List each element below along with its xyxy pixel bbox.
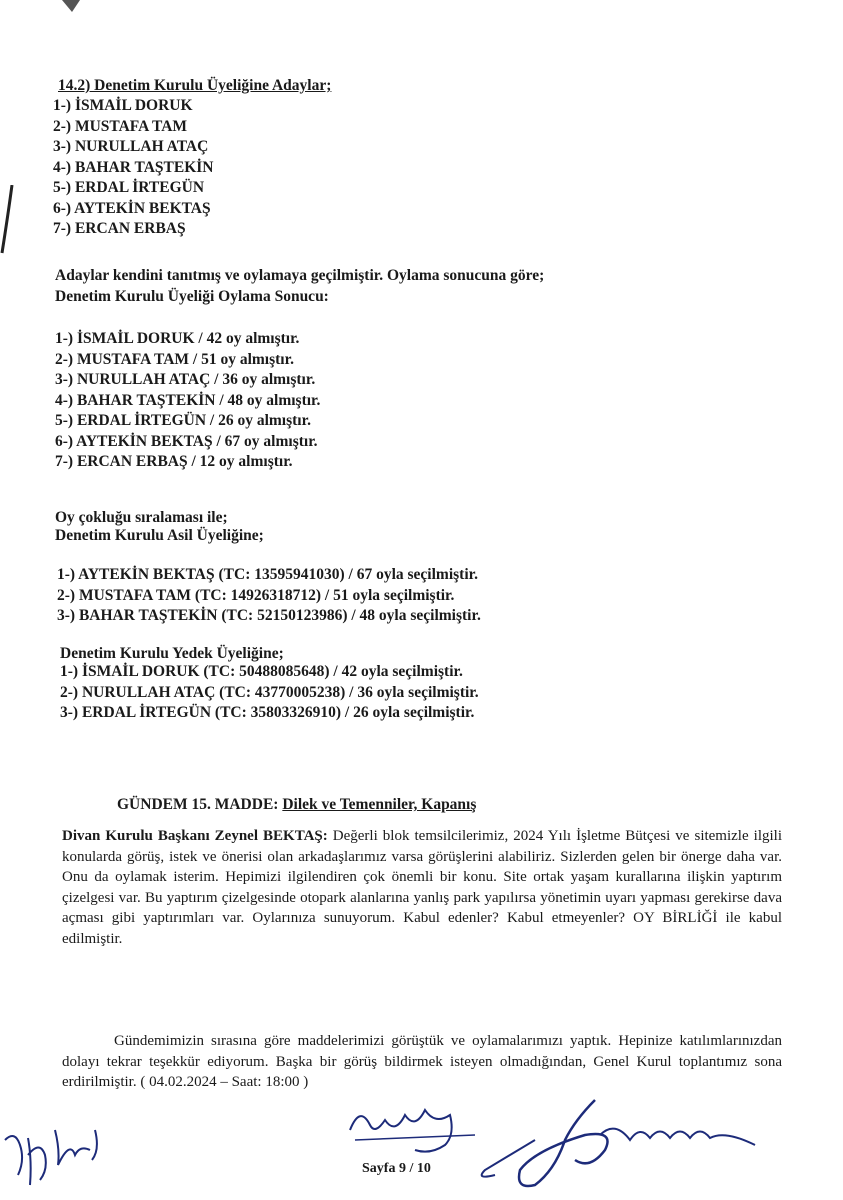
page-number: Sayfa 9 / 10	[362, 1161, 431, 1176]
substitute-members-list	[60, 662, 479, 724]
list-item: 5-) ERDAL İRTEGÜN / 26 oy almıştır.	[55, 412, 311, 429]
substitute-title: Denetim Kurulu Yedek Üyeliğine;	[60, 645, 284, 662]
list-item: 3-) ERDAL İRTEGÜN (TC: 35803326910) / 26 oyla seçilmiştir.	[60, 704, 475, 721]
signature-left	[0, 1100, 120, 1190]
agenda-15-body: Değerli blok temsilcilerimiz, 2024 Yılı İşletme Bütçesi ve sitemizle ilgili konularda görüş, istek ve önerisi olan arkadaşlarımız varsa görüşlerini alabiliriz. Sizlerden gelen bir önerge daha var. Onu da oylamak isterim. Hepimizi ilgilendiren çok önemli bir konu. Site ortak yaşam kurallarına ilişkin yaptırım çizelgesi var. Bu yaptırım çizelgesinde otopark alanlarına yanlış park yapılırsa yönetimin uyarı yapması gerekirse dava açması gibi yaptırımları var. Oylarınıza sunuyorum. Kabul edenler? Kabul etmeyenler? OY BİRLİĞİ ile kabul edilmiştir.	[62, 828, 782, 947]
ranking-line1: Oy çokluğu sıralaması ile;	[55, 509, 228, 526]
list-item: 1-) İSMAİL DORUK	[53, 97, 193, 114]
agenda-15-paragraph	[62, 826, 782, 949]
closing-paragraph: Gündemimizin sırasına göre maddelerimizi görüştük ve oylamalarımızı yaptık. Hepinize katılımlarınızdan dolayı tekrar teşekkür ediyorum. Başka bir görüş bildirmek isteyen olmadığından, Genel Kurul toplantımız sona erdirilmiştir. ( 04.02.2024 – Saat: 18:00 )	[62, 1033, 782, 1090]
list-item: 1-) AYTEKİN BEKTAŞ (TC: 13595941030) / 67 oyla seçilmiştir.	[57, 566, 478, 583]
scan-corner-mark	[60, 0, 82, 14]
list-item: 3-) NURULLAH ATAÇ / 36 oy almıştır.	[55, 371, 316, 388]
list-item: 2-) MUSTAFA TAM / 51 oy almıştır.	[55, 350, 294, 368]
signature-right	[345, 1080, 785, 1200]
ranking-line2: Denetim Kurulu Asil Üyeliğine;	[55, 527, 264, 544]
list-item: 3-) NURULLAH ATAÇ	[53, 138, 209, 155]
list-item: 4-) BAHAR TAŞTEKİN	[53, 158, 214, 176]
list-item: 4-) BAHAR TAŞTEKİN / 48 oy almıştır.	[55, 391, 321, 409]
list-item: 3-) BAHAR TAŞTEKİN (TC: 52150123986) / 48 oyla seçilmiştir.	[57, 607, 481, 624]
list-item: 1-) İSMAİL DORUK / 42 oy almıştır.	[55, 330, 300, 347]
scan-side-mark	[0, 185, 14, 255]
list-item: 2-) NURULLAH ATAÇ (TC: 43770005238) / 36 oyla seçilmiştir.	[60, 683, 479, 701]
section-14-2-title: 14.2) Denetim Kurulu Üyeliğine Adaylar;	[58, 77, 332, 94]
agenda-15-heading	[117, 795, 476, 814]
list-item: 7-) ERCAN ERBAŞ	[53, 220, 186, 237]
list-item: 7-) ERCAN ERBAŞ / 12 oy almıştır.	[55, 453, 293, 470]
principal-members-list	[57, 565, 481, 627]
list-item: 6-) AYTEKİN BEKTAŞ / 67 oy almıştır.	[55, 432, 318, 450]
candidate-list	[53, 96, 213, 240]
vote-intro-line2: Denetim Kurulu Üyeliği Oylama Sonucu:	[55, 288, 329, 305]
list-item: 2-) MUSTAFA TAM	[53, 117, 188, 135]
vote-intro-line1: Adaylar kendini tanıtmış ve oylamaya geçilmiştir. Oylama sonucuna göre;	[55, 267, 545, 284]
vote-results-list	[55, 329, 320, 473]
agenda-15-title: Dilek ve Temenniler, Kapanış	[282, 796, 477, 813]
agenda-15-prefix: GÜNDEM 15. MADDE:	[117, 796, 283, 813]
list-item: 2-) MUSTAFA TAM (TC: 14926318712) / 51 oyla seçilmiştir.	[57, 586, 455, 604]
list-item: 1-) İSMAİL DORUK (TC: 50488085648) / 42 oyla seçilmiştir.	[60, 663, 463, 680]
list-item: 5-) ERDAL İRTEGÜN	[53, 179, 205, 196]
list-item: 6-) AYTEKİN BEKTAŞ	[53, 199, 211, 217]
agenda-15-speaker: Divan Kurulu Başkanı Zeynel BEKTAŞ:	[62, 828, 328, 844]
